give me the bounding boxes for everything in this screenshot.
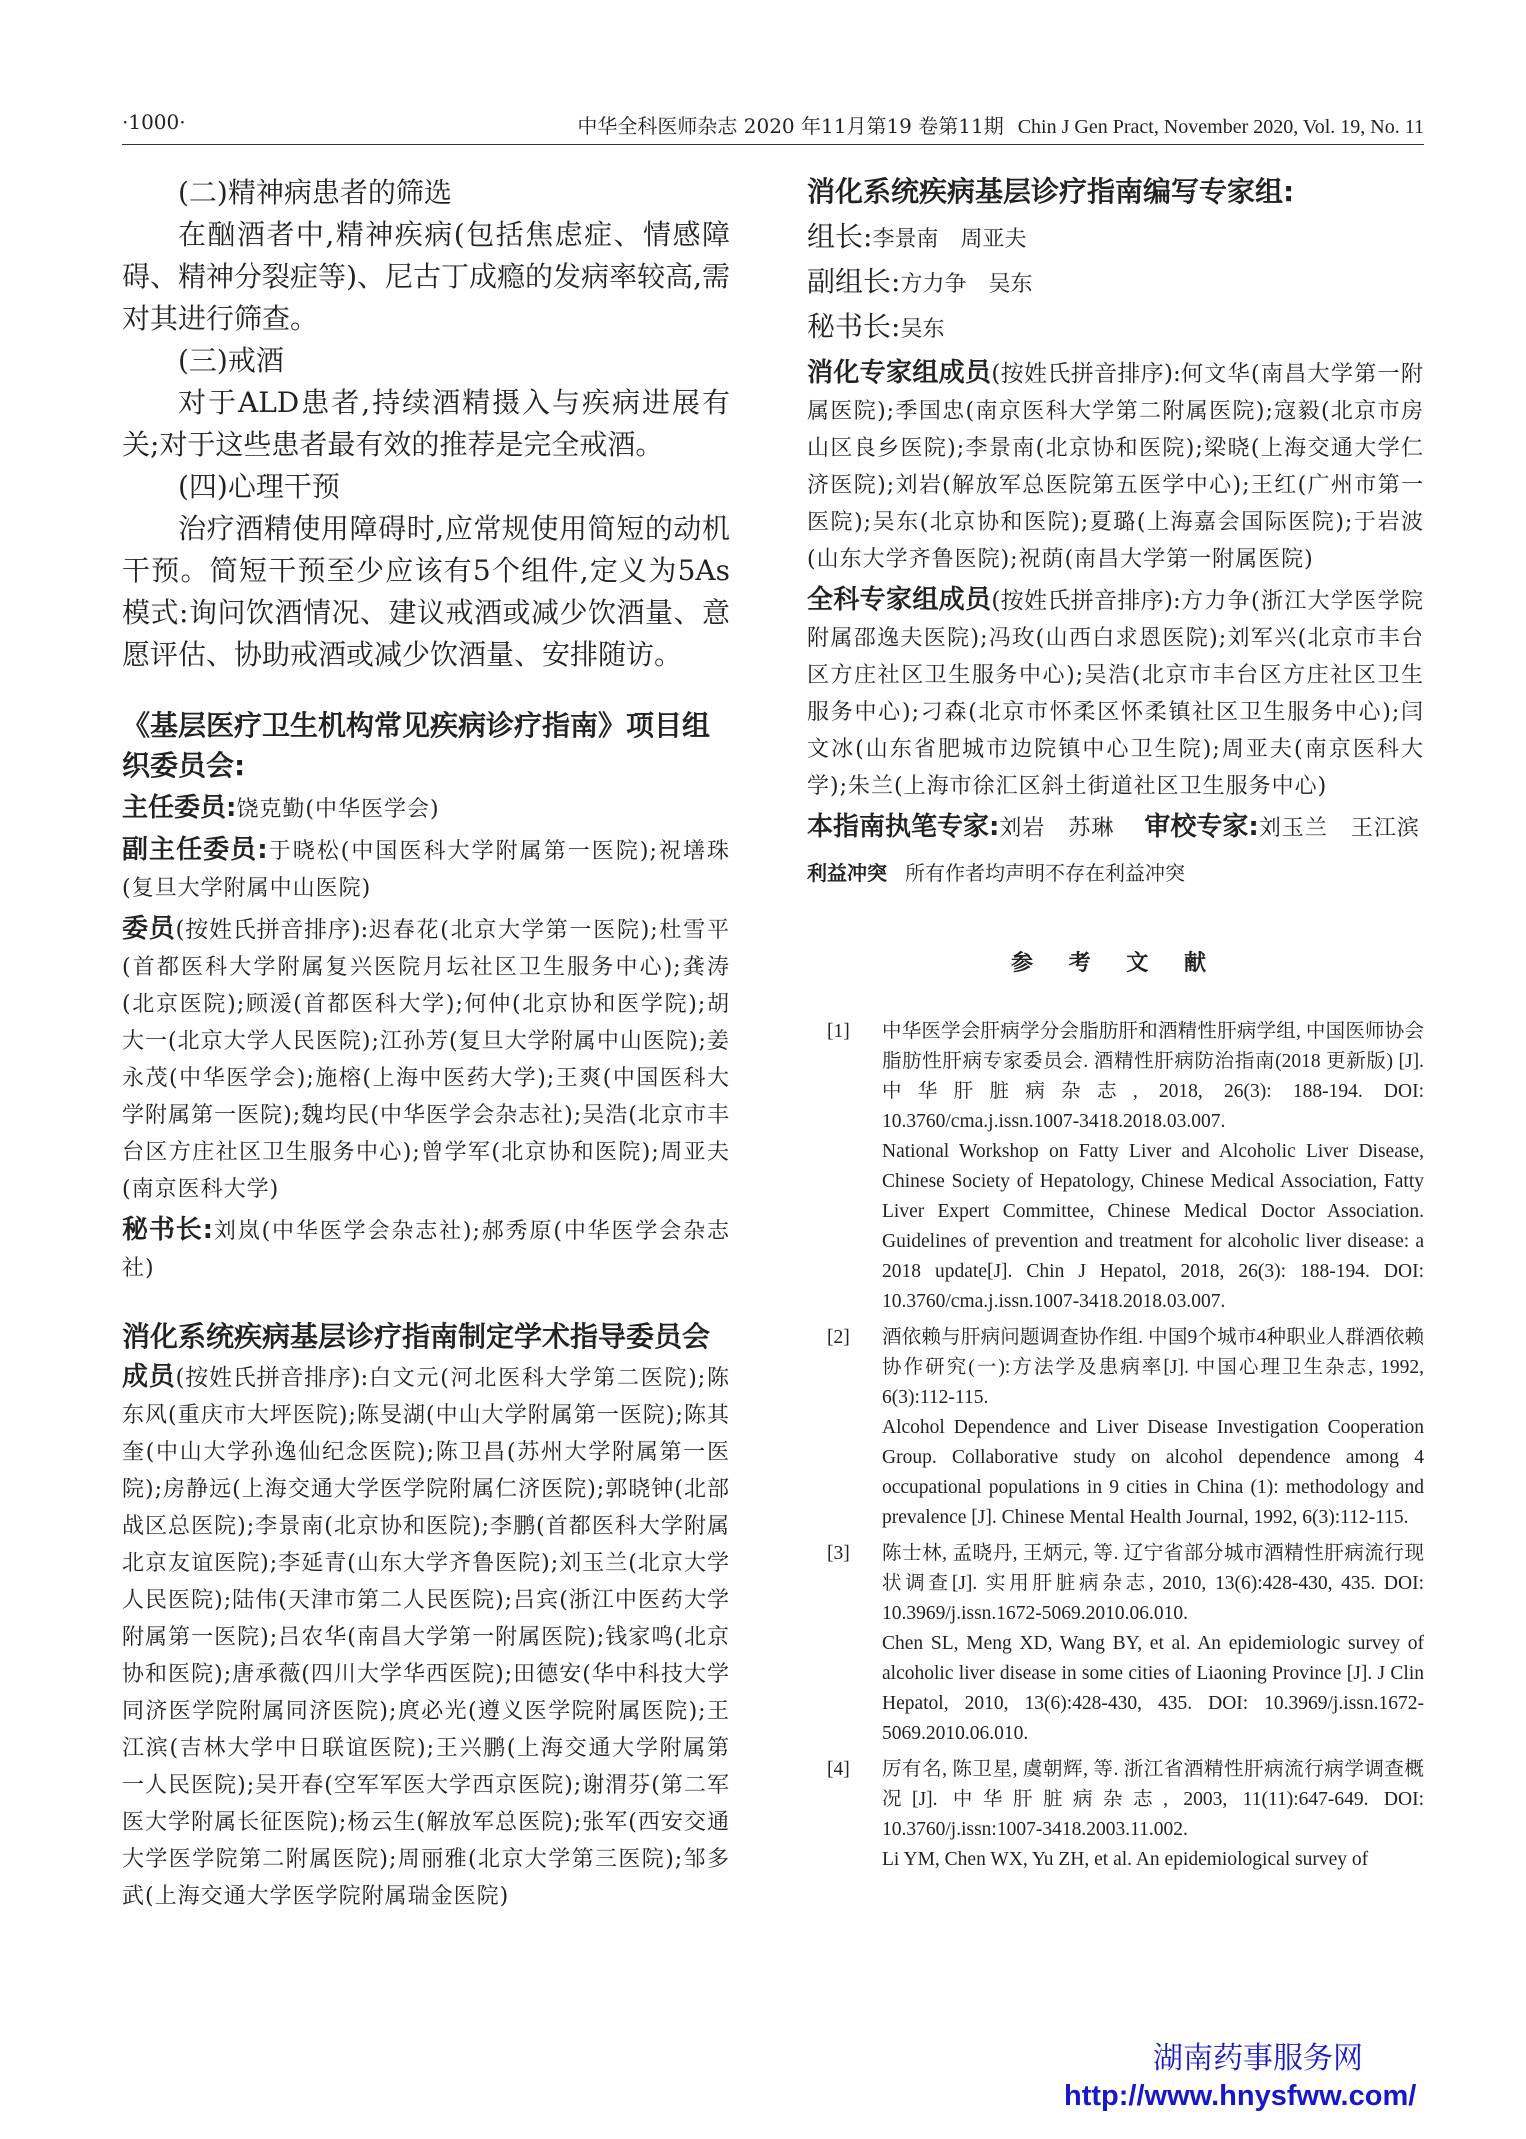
committee-chair (122, 790, 730, 828)
reference-cn: 中华医学会肝病学分会脂肪肝和酒精性肝病学组, 中国医师协会脂肪性肝病专家委员会. 酒精性肝病防治指南(2018 更新版) [J]. 中华肝脏病杂志, 2018, 26(3): 188-194. DOI: 10.3760/cma.j.issn.1007-3418.2018.03.007. (882, 1021, 1424, 1132)
paragraph-psychological-intervention: 治疗酒精使用障碍时,应常规使用简短的动机干预。简短干预至少应该有5个组件,定义为5As模式:询问饮酒情况、建议戒酒或减少饮酒量、意愿评估、协助戒酒或减少饮酒量、安排随访。 (122, 512, 730, 671)
members-note: (按姓氏拼音排序): (175, 917, 369, 943)
conflict-of-interest (807, 857, 1424, 886)
leader-names: 李景南 周亚夫 (872, 227, 1027, 252)
paragraph-abstinence: 对于ALD患者,持续酒精摄入与疾病进展有关;对于这些患者最有效的推荐是完全戒酒。 (122, 386, 730, 461)
committee-secretary (122, 1212, 730, 1287)
reference-en: National Workshop on Fatty Liver and Alcoholic Liver Disease, Chinese Society of Hepatology, Chinese Medical Association, Fatty Liver Expert Committee, Chinese Medical Doctor Association. Guidelines of prevention and treatment for alcoholic liver disease: a 2018 update[J]. Chin J Hepatol, 2018, 26(3): 188-194. DOI: 10.3760/cma.j.issn.1007-3418.2018.03.007. (882, 1141, 1424, 1312)
reviewers-names: 刘玉兰 王江滨 (1258, 816, 1420, 841)
right-column (807, 172, 1424, 1875)
page-header (122, 110, 1424, 145)
committee-members (122, 911, 730, 1208)
reference-number: [1] (827, 1021, 850, 1042)
reference-en: Alcohol Dependence and Liver Disease Investigation Cooperation Group. Collaborative study on alcohol dependence among 4 occupational populations in 9 cities in China (1): methodology and prevalence [J]. Chinese Mental Health Journal, 1992, 6(3):112-115. (882, 1417, 1424, 1528)
reference-cn: 陈士林, 孟晓丹, 王炳元, 等. 辽宁省部分城市酒精性肝病流行现状调查[J]. 实用肝脏病杂志, 2010, 13(6):428-430, 435. DOI: 10.3969/j.issn.1672-5069.2010.06.010. (882, 1543, 1424, 1624)
gi-members-note: (按姓氏拼音排序): (991, 361, 1181, 387)
conflict-statement: 所有作者均声明不存在利益冲突 (905, 861, 1185, 885)
expert-group-secretary (807, 306, 1424, 351)
gi-members-label: 消化专家组成员 (807, 358, 992, 388)
expert-secretary-label: 秘书长: (807, 310, 901, 343)
guideline-authors (807, 809, 1424, 847)
academic-committee-heading: 消化系统疾病基层诊疗指南制定学术指导委员会 (122, 1320, 711, 1353)
vice-chair-label: 副主任委员: (122, 835, 268, 865)
reference-cn: 酒依赖与肝病问题调查协作组. 中国9个城市4种职业人群酒依赖协作研究(一):方法学及患病率[J]. 中国心理卫生杂志, 1992, 6(3):112-115. (882, 1327, 1424, 1408)
academic-members-note: (按姓氏拼音排序): (175, 1365, 369, 1391)
journal-name-en: Chin J Gen Pract, November 2020, Vol. 19, No. 11 (1017, 116, 1424, 138)
reference-en: Li YM, Chen WX, Yu ZH, et al. An epidemiological survey of (882, 1849, 1369, 1870)
members-names: 迟春花(北京大学第一医院);杜雪平(首都医科大学附属复兴医院月坛社区卫生服务中心);龚涛(北京医院);顾湲(首都医科大学);何仲(北京协和医学院);胡大一(北京大学人民医院);江孙芳(复旦大学附属中山医院);姜永茂(中华医学会);施榕(上海中医药大学);王爽(中国医科大学附属第一医院);魏均民(中华医学会杂志社);吴浩(北京市丰台区方庄社区卫生服务中心);曾学军(北京协和医院);周亚夫(南京医科大学) (122, 918, 730, 1202)
leader-label: 组长: (807, 220, 873, 253)
reference-en: Chen SL, Meng XD, Wang BY, et al. An epidemiologic survey of alcoholic liver disease in some cities of Liaoning Province [J]. J Clin Hepatol, 2010, 13(6):428-430, 435. DOI: 10.3969/j.issn.1672-5069.2010.06.010. (882, 1633, 1424, 1744)
secretary-label: 秘书长: (122, 1215, 213, 1245)
reference-cn: 厉有名, 陈卫星, 虞朝辉, 等. 浙江省酒精性肝病流行病学调查概况[J]. 中华肝脏病杂志, 2003, 11(11):647-649. DOI: 10.3760/j.issn:1007-3418.2003.11.002. (882, 1759, 1424, 1840)
expert-group-vice-leader (807, 261, 1424, 306)
reference-item (807, 1017, 1424, 1317)
chair-label: 主任委员: (122, 793, 237, 823)
reference-number: [2] (827, 1327, 850, 1348)
reference-number: [4] (827, 1759, 850, 1780)
gi-expert-members (807, 355, 1424, 578)
expert-secretary-names: 吴东 (900, 317, 945, 342)
section-heading-psychiatric-screening: (二)精神病患者的筛选 (178, 176, 452, 209)
watermark-url: http://www.hnysfww.com/ (1064, 2080, 1417, 2112)
academic-members-names: 白文元(河北医科大学第二医院);陈东风(重庆市大坪医院);陈旻湖(中山大学附属第一医院);陈其奎(中山大学孙逸仙纪念医院);陈卫昌(苏州大学附属第一医院);房静远(上海交通大学医学院附属仁济医院);郭晓钟(北部战区总医院);李景南(北京协和医院);李鹏(首都医科大学附属北京友谊医院);李延青(山东大学齐鲁医院);刘玉兰(北京大学人民医院);陆伟(天津市第二人民医院);吕宾(浙江中医药大学附属第一医院);吕农华(南昌大学第一附属医院);钱家鸣(北京协和医院);唐承薇(四川大学华西医院);田德安(华中科技大学同济医学院附属同济医院);庹必光(遵义医学院附属医院);王江滨(吉林大学中日联谊医院);王兴鹏(上海交通大学附属第一人民医院);吴开春(空军军医大学西京医院);谢渭芬(第二军医大学附属长征医院);杨云生(解放军总医院);张军(西安交通大学医学院第二附属医院);周丽雅(北京大学第三医院);邹多武(上海交通大学医学院附属瑞金医院) (122, 1366, 730, 1909)
gp-members-label: 全科专家组成员 (807, 585, 992, 615)
gp-members-names: 方力争(浙江大学医学院附属邵逸夫医院);冯玫(山西白求恩医院);刘军兴(北京市丰台区方庄社区卫生服务中心);吴浩(北京市丰台区方庄社区卫生服务中心);刁森(北京市怀柔区怀柔镇社区卫生服务中心);闫文冰(山东省肥城市边院镇中心卫生院);周亚夫(南京医科大学);朱兰(上海市徐汇区斜土街道社区卫生服务中心) (807, 589, 1424, 799)
committee-heading: 《基层医疗卫生机构常见疾病诊疗指南》项目组织委员会: (122, 709, 711, 782)
vice-chair-names: 于晓松(中国医科大学附属第一医院);祝墡珠(复旦大学附属中山医院) (122, 839, 730, 901)
section-heading-abstinence: (三)戒酒 (178, 344, 284, 377)
gi-members-names: 何文华(南昌大学第一附属医院);季国忠(南京医科大学第二附属医院);寇毅(北京市房山区良乡医院);李景南(北京协和医院);梁晓(上海交通大学仁济医院);刘岩(解放军总医院第五医学中心);王红(广州市第一医院);吴东(北京协和医院);夏璐(上海嘉会国际医院);于岩波(山东大学齐鲁医院);祝荫(南昌大学第一附属医院) (807, 362, 1424, 572)
gp-members-note: (按姓氏拼音排序): (991, 588, 1181, 614)
academic-members-label: 成员 (122, 1362, 176, 1392)
site-watermark (1048, 2040, 1468, 2114)
expert-group-heading: 消化系统疾病基层诊疗指南编写专家组: (807, 175, 1295, 208)
conflict-label: 利益冲突 (807, 861, 887, 885)
authors-names: 刘岩 苏琳 (999, 816, 1115, 841)
reference-list (807, 1017, 1424, 1875)
gp-expert-members (807, 582, 1424, 805)
expert-group-leader (807, 216, 1424, 261)
reviewers-label: 审校专家: (1144, 812, 1259, 842)
chair-names: 饶克勤(中华医学会) (236, 797, 440, 822)
references-heading: 参 考 文 献 (1011, 951, 1220, 976)
members-label: 委员 (122, 914, 176, 944)
journal-name-cn: 中华全科医师杂志 2020 年11月第19 卷第11期 (577, 114, 1004, 138)
authors-label: 本指南执笔专家: (807, 812, 1000, 842)
reference-item (807, 1755, 1424, 1875)
page-number: ·1000· (122, 110, 186, 134)
reference-item (807, 1323, 1424, 1533)
left-column (122, 172, 730, 1915)
journal-citation (577, 110, 1424, 139)
vice-leader-names: 方力争 吴东 (900, 272, 1033, 297)
academic-committee-members (122, 1359, 730, 1915)
reference-number: [3] (827, 1543, 850, 1564)
vice-leader-label: 副组长: (807, 265, 901, 298)
secretary-names: 刘岚(中华医学会杂志社);郝秀原(中华医学会杂志社) (122, 1219, 730, 1281)
section-heading-psychological-intervention: (四)心理干预 (178, 470, 340, 503)
committee-vice-chair (122, 832, 730, 907)
reference-item (807, 1539, 1424, 1749)
watermark-site-name: 湖南药事服务网 (1153, 2041, 1363, 2076)
paragraph-psychiatric-screening: 在酗酒者中,精神疾病(包括焦虑症、情感障碍、精神分裂症等)、尼古丁成瘾的发病率较高,需对其进行筛查。 (122, 218, 730, 335)
